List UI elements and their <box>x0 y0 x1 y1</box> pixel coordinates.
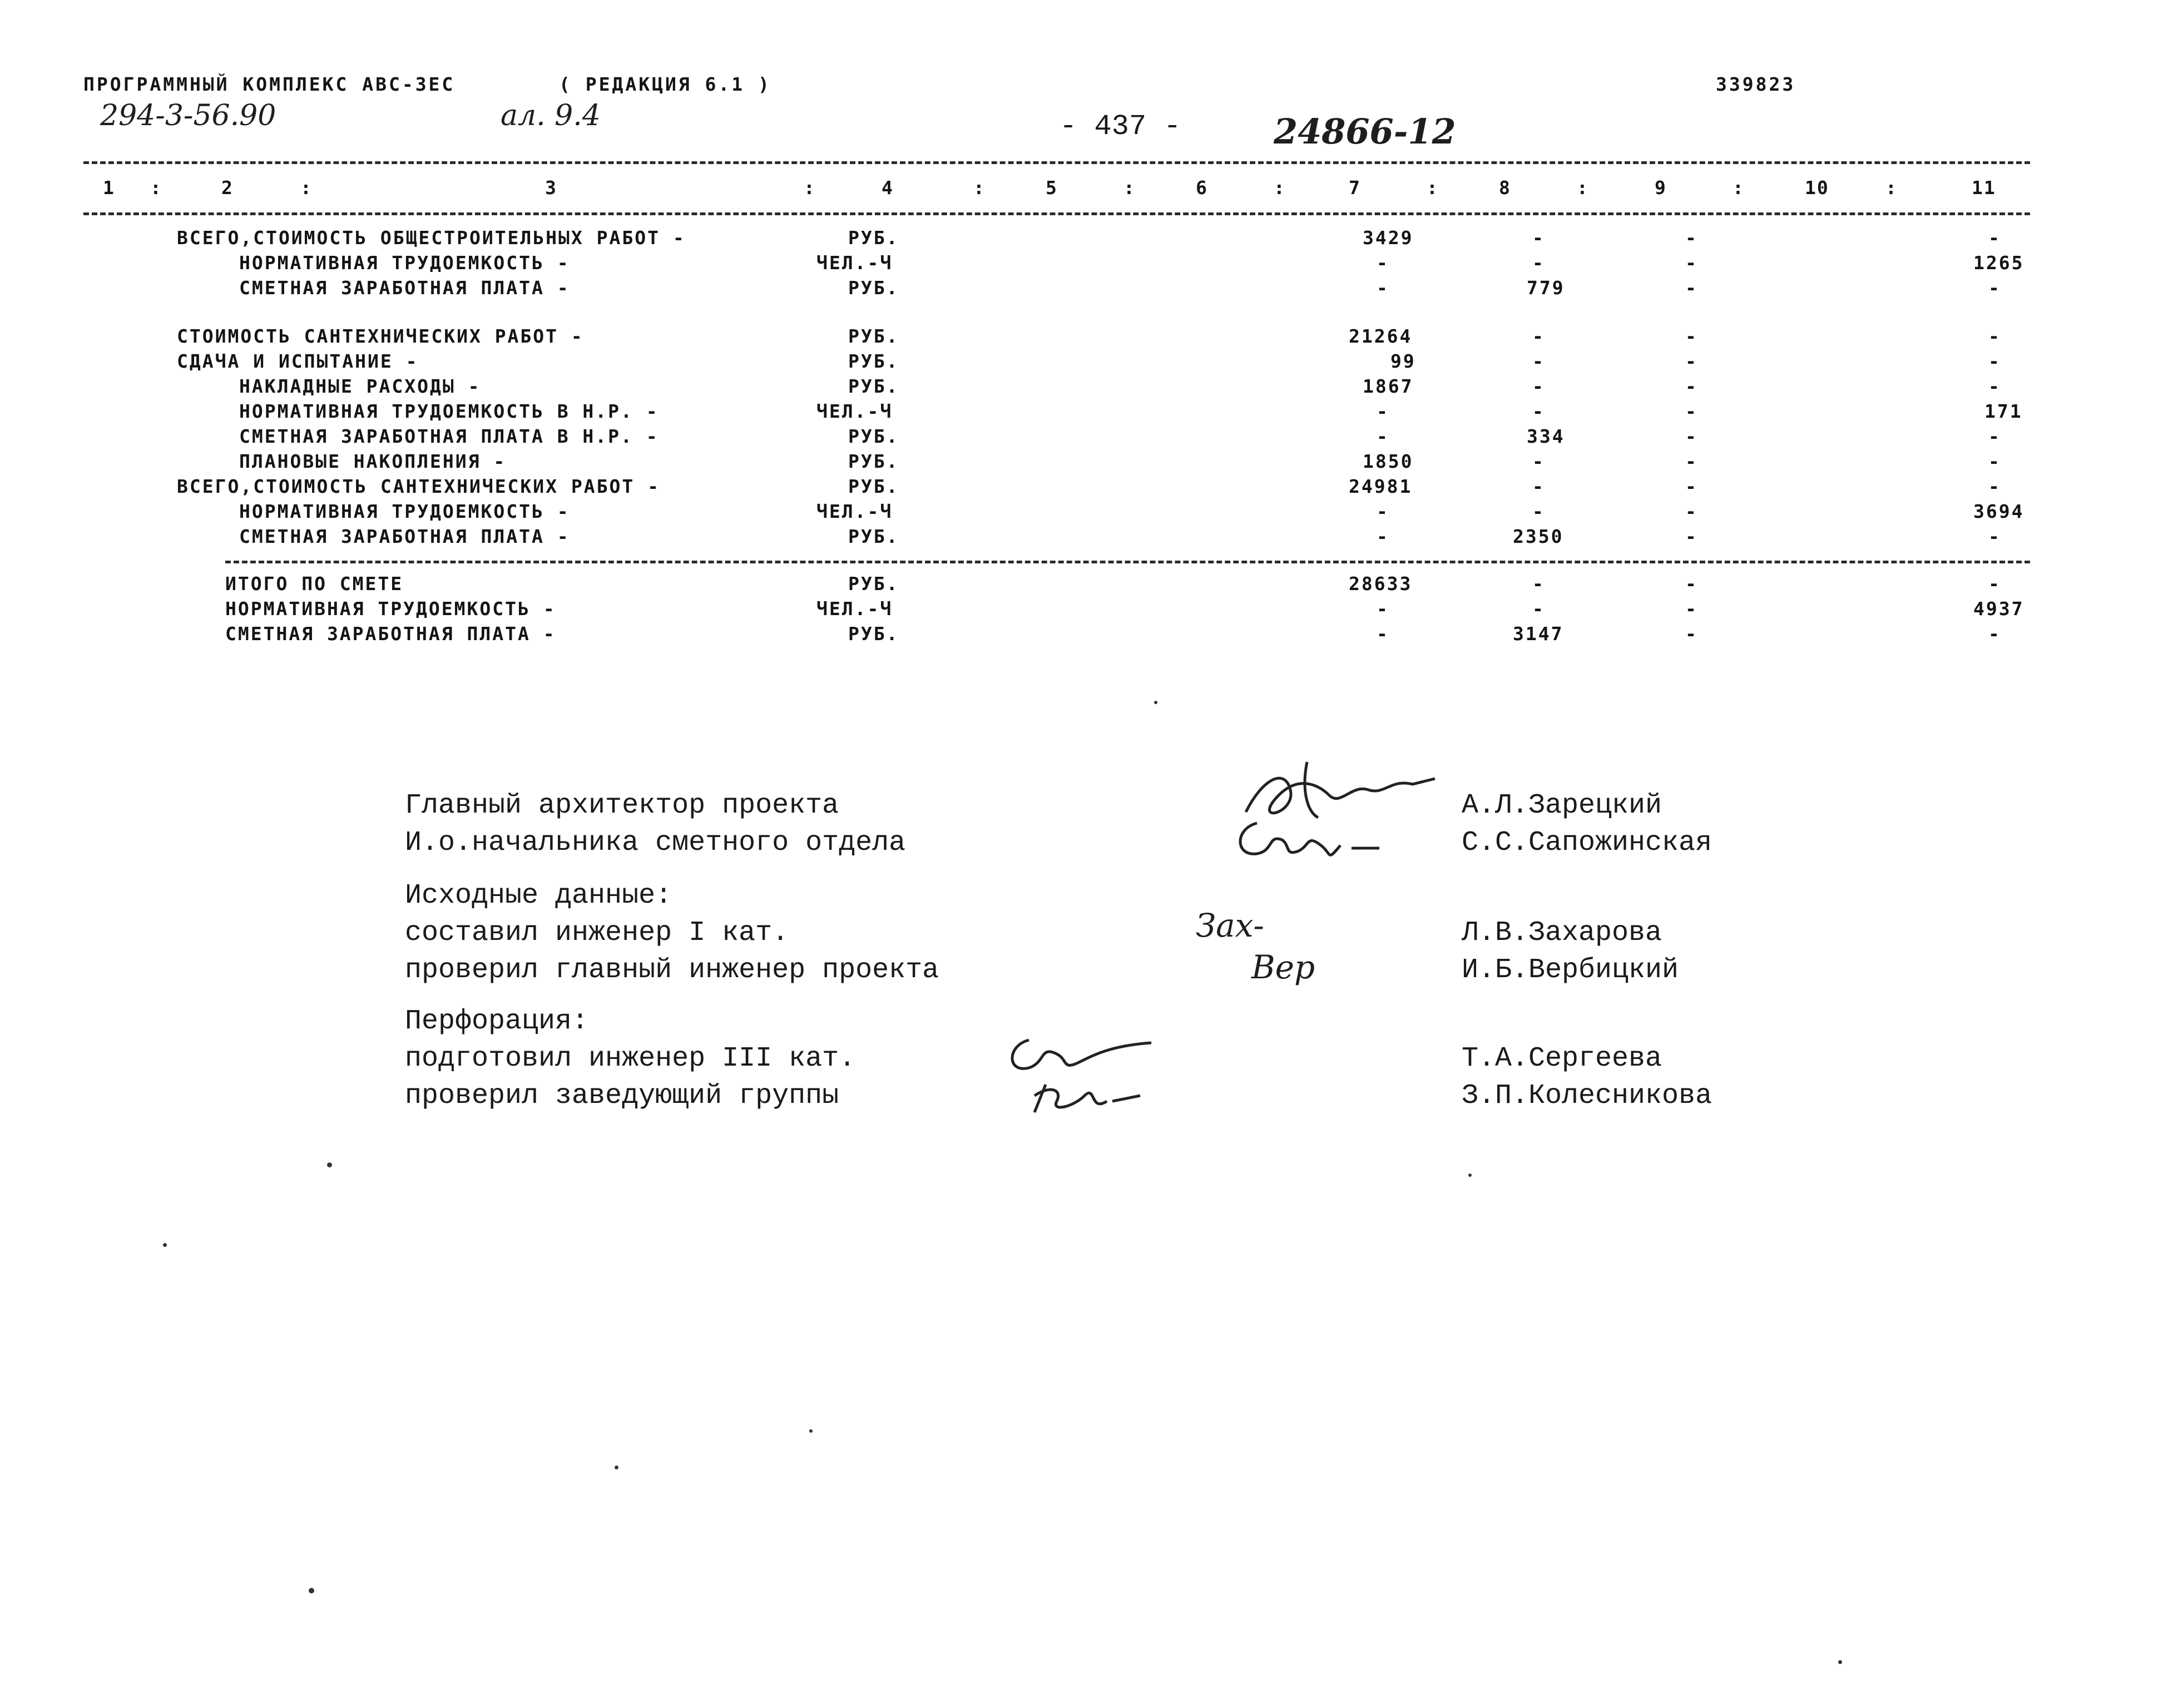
column-separator: : <box>804 177 816 199</box>
column-separator: : <box>973 177 986 199</box>
row-label: НОРМАТИВНАЯ ТРУДОЕМКОСТЬ - <box>239 252 570 274</box>
role-prepared-by: подготовил инженер III кат. <box>405 1043 856 1075</box>
column-number: 6 <box>1196 177 1208 199</box>
table-row <box>0 277 2168 302</box>
row-unit: РУБ. <box>848 227 899 249</box>
cell-col7: - <box>1377 623 1389 645</box>
column-separator: : <box>1427 177 1439 199</box>
cell-col11: - <box>1988 573 2001 595</box>
cell-col8: 334 <box>1527 425 1565 447</box>
table-row <box>0 375 2168 400</box>
column-separator: : <box>1274 177 1286 199</box>
cell-col9: - <box>1685 501 1698 522</box>
cell-col7: - <box>1377 400 1389 422</box>
heading-perforation: Перфорация: <box>405 1006 589 1037</box>
cell-col11: - <box>1988 425 2001 447</box>
cell-col9: - <box>1685 350 1698 372</box>
name-kolesnikova: З.П.Колесникова <box>1462 1080 1712 1112</box>
role-checked-by-chief-engineer: проверил главный инженер проекта <box>405 954 939 986</box>
cell-col9: - <box>1685 252 1698 274</box>
cell-col8: - <box>1532 450 1545 472</box>
row-unit: РУБ. <box>848 277 899 299</box>
cell-col9: - <box>1685 476 1698 497</box>
row-unit: ЧЕЛ.-Ч <box>816 598 893 620</box>
stamp-number: 339823 <box>1716 73 1796 95</box>
row-unit: ЧЕЛ.-Ч <box>816 400 893 422</box>
table-row <box>0 450 2168 476</box>
cell-col7: 28633 <box>1349 573 1413 595</box>
row-label: СДАЧА И ИСПЫТАНИЕ - <box>177 350 419 372</box>
cell-col8: - <box>1532 400 1545 422</box>
name-sapozhinskaya: С.С.Сапожинская <box>1462 827 1712 859</box>
table-row <box>0 501 2168 526</box>
row-label: ВСЕГО,СТОИМОСТЬ ОБЩЕСТРОИТЕЛЬНЫХ РАБОТ - <box>177 227 686 249</box>
cell-col7: 21264 <box>1349 325 1413 347</box>
row-label: НОРМАТИВНАЯ ТРУДОЕМКОСТЬ - <box>225 598 556 620</box>
row-label: СМЕТНАЯ ЗАРАБОТНАЯ ПЛАТА В Н.Р. - <box>239 425 659 447</box>
scan-speck <box>163 1243 167 1247</box>
cell-col8: - <box>1532 573 1545 595</box>
scan-speck <box>809 1429 813 1433</box>
cell-col8: 2350 <box>1513 526 1564 547</box>
cell-col11: 1265 <box>1973 252 2025 274</box>
cell-col11: - <box>1988 450 2001 472</box>
table-top-rule <box>83 161 2030 164</box>
row-unit: РУБ. <box>848 375 899 397</box>
row-label: НОРМАТИВНАЯ ТРУДОЕМКОСТЬ В Н.Р. - <box>239 400 659 422</box>
cell-col8: - <box>1532 325 1545 347</box>
signature-verbitsky: Вер <box>1251 948 1315 986</box>
column-separator: : <box>300 177 313 199</box>
row-label: СМЕТНАЯ ЗАРАБОТНАЯ ПЛАТА - <box>239 277 570 299</box>
cell-col11: 171 <box>1984 400 2023 422</box>
column-number: 1 <box>103 177 115 199</box>
name-zakharova: Л.В.Захарова <box>1462 917 1662 949</box>
table-row <box>0 400 2168 425</box>
cell-col7: - <box>1377 526 1389 547</box>
row-unit: РУБ. <box>848 350 899 372</box>
cell-col8: - <box>1532 252 1545 274</box>
cell-col9: - <box>1685 325 1698 347</box>
cell-col11: - <box>1988 526 2001 547</box>
cell-col8: - <box>1532 476 1545 497</box>
table-row <box>0 598 2168 623</box>
cell-col8: 3147 <box>1513 623 1564 645</box>
cell-col7: - <box>1377 425 1389 447</box>
signature-zakharova: Зах- <box>1196 907 1265 944</box>
column-separator: : <box>150 177 162 199</box>
cell-col7: 1867 <box>1363 375 1414 397</box>
row-unit: РУБ. <box>848 476 899 497</box>
scan-speck <box>327 1162 332 1167</box>
cell-col9: - <box>1685 375 1698 397</box>
cell-col11: - <box>1988 325 2001 347</box>
cell-col8: - <box>1532 350 1545 372</box>
cell-col7: 99 <box>1390 350 1416 372</box>
cell-col7: 3429 <box>1363 227 1414 249</box>
row-unit: РУБ. <box>848 526 899 547</box>
column-number: 3 <box>545 177 557 199</box>
column-number: 8 <box>1499 177 1511 199</box>
column-separator: : <box>1885 177 1898 199</box>
cell-col9: - <box>1685 400 1698 422</box>
cell-col7: - <box>1377 501 1389 522</box>
row-label: ПЛАНОВЫЕ НАКОПЛЕНИЯ - <box>239 450 507 472</box>
table-row <box>0 252 2168 277</box>
table-row <box>0 425 2168 450</box>
totals-rule <box>225 561 2030 563</box>
column-number: 10 <box>1805 177 1829 199</box>
cell-col11: - <box>1988 277 2001 299</box>
cell-col7: - <box>1377 277 1389 299</box>
column-number: 7 <box>1349 177 1361 199</box>
column-separator: : <box>1123 177 1136 199</box>
row-label: НОРМАТИВНАЯ ТРУДОЕМКОСТЬ - <box>239 501 570 522</box>
role-compiled-by: составил инженер I кат. <box>405 917 789 949</box>
column-number: 2 <box>221 177 234 199</box>
page-number: - 437 - <box>1060 110 1181 143</box>
table-row <box>0 526 2168 551</box>
scan-speck <box>615 1466 618 1469</box>
role-checked-by-group-head: проверил заведующий группы <box>405 1080 839 1112</box>
row-label: НАКЛАДНЫЕ РАСХОДЫ - <box>239 375 481 397</box>
cell-col9: - <box>1685 623 1698 645</box>
table-row <box>0 350 2168 375</box>
cell-col11: - <box>1988 623 2001 645</box>
cell-col8: - <box>1532 227 1545 249</box>
row-unit: РУБ. <box>848 623 899 645</box>
column-separator: : <box>1733 177 1745 199</box>
cell-col11: 4937 <box>1973 598 2025 620</box>
cell-col8: 779 <box>1527 277 1565 299</box>
cell-col11: 3694 <box>1973 501 2025 522</box>
signature-sapozhinskaya <box>1229 806 1396 868</box>
column-separator: : <box>1577 177 1589 199</box>
row-unit: РУБ. <box>848 425 899 447</box>
column-number: 9 <box>1655 177 1667 199</box>
cell-col7: 24981 <box>1349 476 1413 497</box>
cell-col7: - <box>1377 598 1389 620</box>
row-unit: ЧЕЛ.-Ч <box>816 252 893 274</box>
table-row <box>0 227 2168 252</box>
table-row <box>0 476 2168 501</box>
cell-col7: - <box>1377 252 1389 274</box>
edition-label: ( РЕДАКЦИЯ 6.1 ) <box>559 73 771 95</box>
name-sergeeva: Т.А.Сергеева <box>1462 1043 1662 1075</box>
cell-col9: - <box>1685 425 1698 447</box>
signature-sergeeva-kolesnikova <box>996 1023 1162 1123</box>
cell-col9: - <box>1685 450 1698 472</box>
scan-speck <box>309 1588 314 1593</box>
row-label: ИТОГО ПО СМЕТЕ <box>225 573 404 595</box>
cell-col11: - <box>1988 350 2001 372</box>
cell-col11: - <box>1988 476 2001 497</box>
row-unit: РУБ. <box>848 450 899 472</box>
row-unit: ЧЕЛ.-Ч <box>816 501 893 522</box>
table-row <box>0 573 2168 598</box>
cell-col8: - <box>1532 375 1545 397</box>
scan-speck <box>1154 701 1157 704</box>
row-label: СМЕТНАЯ ЗАРАБОТНАЯ ПЛАТА - <box>239 526 570 547</box>
album-number: ал. 9.4 <box>501 99 601 132</box>
header-bottom-rule <box>83 212 2030 215</box>
row-unit: РУБ. <box>848 573 899 595</box>
row-unit: РУБ. <box>848 325 899 347</box>
name-verbitsky: И.Б.Вербицкий <box>1462 954 1679 986</box>
scan-speck <box>1468 1174 1472 1177</box>
cell-col9: - <box>1685 227 1698 249</box>
table-row <box>0 623 2168 648</box>
program-title: ПРОГРАММНЫЙ КОМПЛЕКС АВС-3ЕС <box>83 73 456 95</box>
heading-source-data: Исходные данные: <box>405 880 672 912</box>
column-number: 4 <box>882 177 894 199</box>
inventory-number: 24866-12 <box>1274 111 1456 152</box>
cell-col11: - <box>1988 227 2001 249</box>
cell-col9: - <box>1685 526 1698 547</box>
row-label: СМЕТНАЯ ЗАРАБОТНАЯ ПЛАТА - <box>225 623 556 645</box>
row-label: СТОИМОСТЬ САНТЕХНИЧЕСКИХ РАБОТ - <box>177 325 584 347</box>
column-number: 11 <box>1972 177 1996 199</box>
scan-speck <box>1838 1660 1842 1664</box>
row-label: ВСЕГО,СТОИМОСТЬ САНТЕХНИЧЕСКИХ РАБОТ - <box>177 476 660 497</box>
column-number: 5 <box>1046 177 1058 199</box>
cell-col7: 1850 <box>1363 450 1414 472</box>
cell-col9: - <box>1685 573 1698 595</box>
document-code: 294-3-56.90 <box>100 99 276 132</box>
cell-col9: - <box>1685 598 1698 620</box>
role-acting-head-estimates: И.о.начальника сметного отдела <box>405 827 906 859</box>
cell-col8: - <box>1532 501 1545 522</box>
cell-col11: - <box>1988 375 2001 397</box>
name-zaretsky: А.Л.Зарецкий <box>1462 790 1662 821</box>
cell-col9: - <box>1685 277 1698 299</box>
table-row <box>0 325 2168 350</box>
cell-col8: - <box>1532 598 1545 620</box>
role-chief-architect: Главный архитектор проекта <box>405 790 839 821</box>
